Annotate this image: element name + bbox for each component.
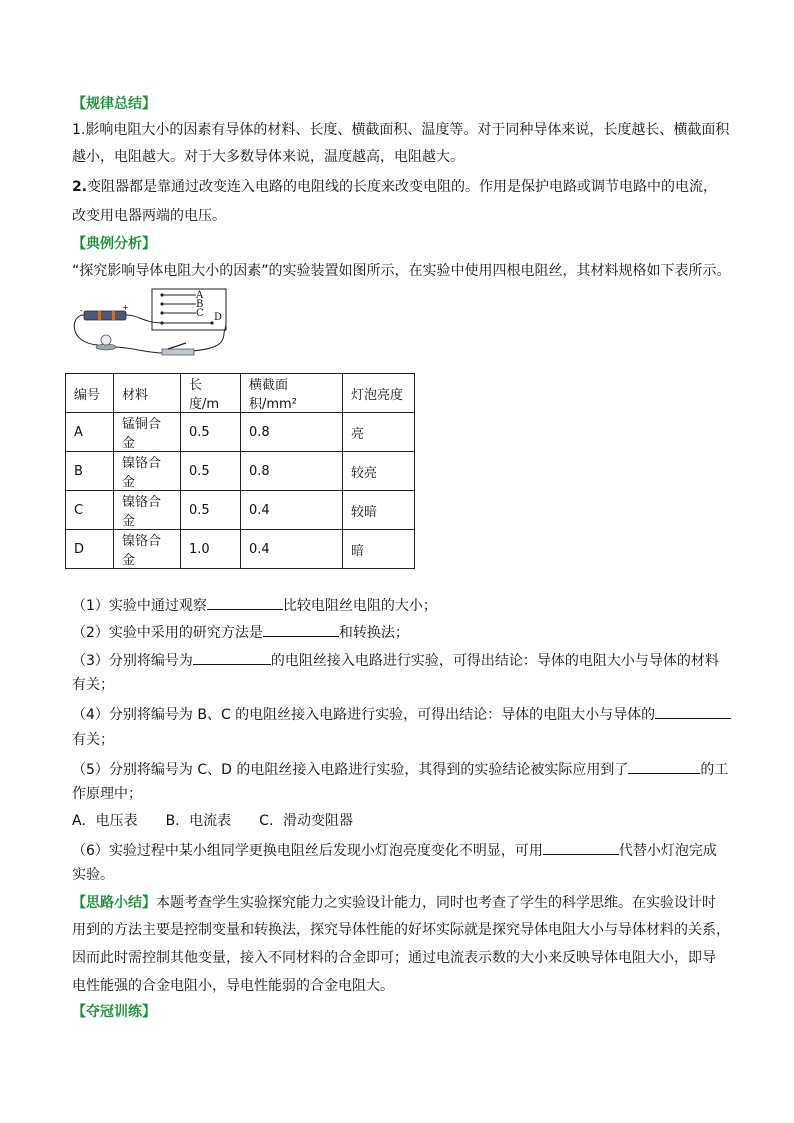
table-cell: D xyxy=(66,530,114,569)
thinking-line-3: 因而此时需控制其他变量，接入不同材料的合金即可；通过电流表示数的大小来反映导体电阻大小，即导 xyxy=(72,950,716,966)
question-2 xyxy=(72,621,409,643)
example-intro: “探究影响导体电阻大小的因素”的实验装置如图所示，在实验中使用四根电阻丝，其材料规格如下表所示。 xyxy=(72,263,731,279)
question-2-text-a: （2）实验中采用的研究方法是 xyxy=(72,625,263,641)
rule-summary-p2-text: 变阻器都是靠通过改变连入电路的电阻线的长度来改变电阻的。作用是保护电路或调节电路中的电流， xyxy=(87,179,718,195)
question-4 xyxy=(72,703,731,725)
question-1-text-a: （1）实验中通过观察 xyxy=(72,598,207,614)
switch-icon xyxy=(162,349,194,355)
thinking-line-4: 电性能强的合金电阻小，导电性能弱的合金电阻大。 xyxy=(72,978,394,994)
bulb-icon xyxy=(101,335,111,345)
thinking-heading: 【思路小结】 xyxy=(72,895,156,911)
rule-summary-p2-line2: 改变用电器两端的电压。 xyxy=(72,208,226,224)
battery-negative: - xyxy=(80,306,83,315)
table-header: 横截面积/mm² xyxy=(241,374,343,413)
table-row xyxy=(66,413,415,452)
thinking-line-2: 用到的方法主要是控制变量和转换法，探究导体性能的好坏实际就是探究导体电阻大小与导体材料的关系， xyxy=(72,922,730,938)
rule-summary-p1-line2: 越小，电阻越大。对于大多数导体来说，温度越高，电阻越大。 xyxy=(72,149,464,165)
question-3-cont: 有关； xyxy=(72,677,114,693)
rule-summary-heading: 【规律总结】 xyxy=(72,96,156,112)
table-header: 灯泡亮度 xyxy=(343,374,415,413)
answer-blank-2[interactable] xyxy=(263,621,339,637)
table-cell: 暗 xyxy=(343,530,415,569)
question-5-text-b: 的工 xyxy=(700,762,729,778)
question-5 xyxy=(72,758,728,780)
table-row xyxy=(66,530,415,569)
table-cell: 0.5 xyxy=(181,413,241,452)
rule-summary-p2-number: 2. xyxy=(72,179,88,195)
question-1-text-b: 比较电阻丝电阻的大小； xyxy=(282,598,437,614)
table-header: 长度/m xyxy=(181,374,241,413)
question-5-text-a: （5）分别将编号为 C、D 的电阻丝接入电路进行实验，其得到的实验结论被实际应用到了 xyxy=(72,762,629,778)
table-cell: 镍铬合金 xyxy=(114,491,181,530)
table-cell: 锰铜合金 xyxy=(114,413,181,452)
label-b: B xyxy=(196,299,204,310)
table-cell: 0.5 xyxy=(181,452,241,491)
label-d: D xyxy=(214,312,223,323)
table-cell: 0.8 xyxy=(241,452,343,491)
question-6-cont: 实验。 xyxy=(72,867,114,883)
table-header: 材料 xyxy=(114,374,181,413)
question-6 xyxy=(72,839,717,861)
training-heading: 【夺冠训练】 xyxy=(72,1004,156,1020)
example-heading: 【典例分析】 xyxy=(72,236,156,252)
question-1 xyxy=(72,594,437,616)
answer-blank-5[interactable] xyxy=(628,758,700,774)
specification-table xyxy=(65,373,415,569)
table-header: 编号 xyxy=(66,374,114,413)
question-5-options: A．电压表 B．电流表 C．滑动变阻器 xyxy=(72,813,353,829)
table-cell: 较暗 xyxy=(343,491,415,530)
battery-positive: + xyxy=(122,303,129,312)
question-6-text-a: （6）实验过程中某小组同学更换电阻丝后发现小灯泡亮度变化不明显，可用 xyxy=(72,843,543,859)
answer-blank-4[interactable] xyxy=(655,703,731,719)
answer-blank-3[interactable] xyxy=(193,649,271,665)
table-row xyxy=(66,452,415,491)
rule-summary-p1-line1: 1.影响电阻大小的因素有导体的材料、长度、横截面积、温度等。对于同种导体来说，长度越长、横截面积 xyxy=(72,122,730,138)
answer-blank-1[interactable] xyxy=(207,594,283,610)
circuit-diagram xyxy=(64,285,264,357)
answer-blank-6[interactable] xyxy=(543,839,619,855)
question-3 xyxy=(72,649,719,671)
table-cell: 较亮 xyxy=(343,452,415,491)
question-3-text-a: （3）分别将编号为 xyxy=(72,653,193,669)
table-cell: A xyxy=(66,413,114,452)
table-cell: 0.5 xyxy=(181,491,241,530)
label-a: A xyxy=(196,290,204,301)
table-row xyxy=(66,491,415,530)
question-4-text-a: （4）分别将编号为 B、C 的电阻丝接入电路进行实验，可得出结论：导体的电阻大小与导体的 xyxy=(72,707,656,723)
thinking-text-1: 本题考查学生实验探究能力之实验设计能力，同时也考查了学生的科学思维。在实验设计时 xyxy=(156,895,716,911)
question-3-text-b: 的电阻丝接入电路进行实验，可得出结论：导体的电阻大小与导体的材料 xyxy=(270,653,719,669)
question-4-cont: 有关； xyxy=(72,732,114,748)
label-c: C xyxy=(196,308,204,319)
table-cell: 镍铬合金 xyxy=(114,530,181,569)
question-5-cont: 作原理中； xyxy=(72,786,142,802)
thinking-line-1 xyxy=(72,893,716,913)
table-header-row xyxy=(66,374,415,413)
table-cell: C xyxy=(66,491,114,530)
battery xyxy=(84,311,126,320)
table-cell: 0.4 xyxy=(241,530,343,569)
table-cell: 镍铬合金 xyxy=(114,452,181,491)
table-cell: 0.4 xyxy=(241,491,343,530)
rule-summary-p2-line1 xyxy=(72,177,717,197)
table-cell: B xyxy=(66,452,114,491)
question-6-text-b: 代替小灯泡完成 xyxy=(618,843,717,859)
wire-bulb-switch xyxy=(112,347,164,353)
table-cell: 1.0 xyxy=(181,530,241,569)
table-cell: 0.8 xyxy=(241,413,343,452)
table-cell: 亮 xyxy=(343,413,415,452)
question-2-text-b: 和转换法； xyxy=(338,625,409,641)
